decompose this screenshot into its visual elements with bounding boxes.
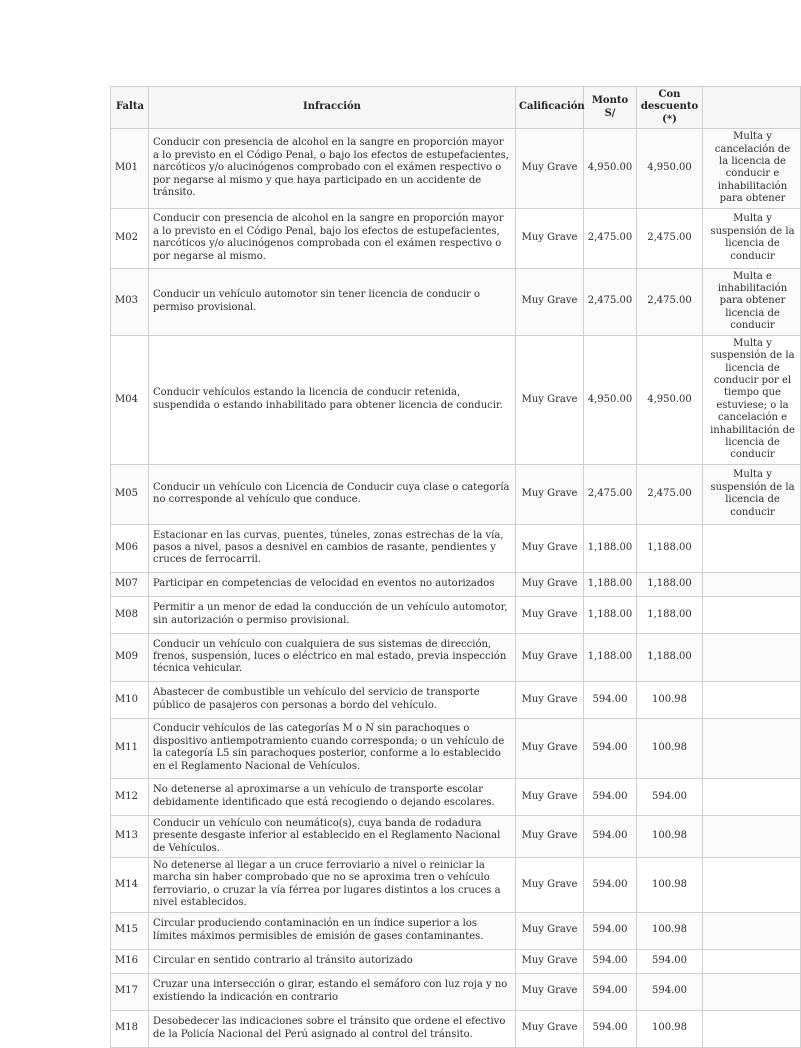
falta-code: M01: [111, 129, 149, 208]
descuento-value: 1,188.00: [637, 596, 703, 633]
consecuencia-text: [703, 912, 801, 949]
calificacion-value: Muy Grave: [516, 912, 584, 949]
monto-value: 594.00: [584, 778, 637, 815]
calificacion-value: Muy Grave: [516, 524, 584, 572]
table-row: [111, 464, 801, 524]
monto-value: 594.00: [584, 681, 637, 718]
descuento-value: 4,950.00: [637, 129, 703, 208]
descuento-value: 2,475.00: [637, 268, 703, 335]
table-row: [111, 524, 801, 572]
consecuencia-text: Multa e inhabilitación para obtener licencia de conducir: [703, 268, 801, 335]
infraccion-text: Conducir con presencia de alcohol en la sangre en proporción mayor a lo previsto en el Código Penal, o bajo los efectos de estupefacientes, narcóticos y/o alucinógenos comprobado con el exámen respectivo o por negarse al mismo y que haya participado en un accidente de tránsito.: [149, 129, 516, 208]
falta-code: M07: [111, 572, 149, 596]
monto-value: 2,475.00: [584, 208, 637, 268]
calificacion-value: Muy Grave: [516, 208, 584, 268]
table-row: [111, 572, 801, 596]
calificacion-value: Muy Grave: [516, 335, 584, 464]
table-row: [111, 778, 801, 815]
table-row: [111, 1010, 801, 1047]
table-row: [111, 718, 801, 778]
table-row: [111, 973, 801, 1010]
infraccion-text: No detenerse al aproximarse a un vehículo de transporte escolar debidamente identificado que está recogiendo o dejando escolares.: [149, 778, 516, 815]
monto-value: 2,475.00: [584, 464, 637, 524]
table-header-row: [111, 87, 801, 129]
consecuencia-text: [703, 681, 801, 718]
monto-value: 2,475.00: [584, 268, 637, 335]
consecuencia-text: [703, 596, 801, 633]
infraccion-text: Cruzar una intersección o girar, estando el semáforo con luz roja y no existiendo la indicación en contrario: [149, 973, 516, 1010]
falta-code: M09: [111, 633, 149, 681]
falta-code: M17: [111, 973, 149, 1010]
monto-value: 594.00: [584, 718, 637, 778]
calificacion-value: Muy Grave: [516, 681, 584, 718]
consecuencia-text: [703, 949, 801, 973]
header-monto: Monto S/: [584, 87, 637, 129]
consecuencia-text: Multa y suspensión de la licencia de conducir: [703, 464, 801, 524]
consecuencia-text: [703, 572, 801, 596]
infraccion-text: Conducir un vehículo con neumático(s), cuya banda de rodadura presente desgaste inferior al establecido en el Reglamento Nacional de Vehículos.: [149, 815, 516, 857]
infraccion-text: Conducir un vehículo con Licencia de Conducir cuya clase o categoría no corresponde al vehículo que conduce.: [149, 464, 516, 524]
falta-code: M05: [111, 464, 149, 524]
infraccion-text: Conducir vehículos de las categorías M o N sin parachoques o dispositivo antiempotramiento cuando corresponda; o un vehículo de la categoría L5 sin parachoques posterior, conforme a lo establecido en el Reglamento Nacional de Vehículos.: [149, 718, 516, 778]
table-row: [111, 335, 801, 464]
table-row: [111, 633, 801, 681]
infraccion-text: Conducir un vehículo automotor sin tener licencia de conducir o permiso provisional.: [149, 268, 516, 335]
descuento-value: 100.98: [637, 815, 703, 857]
monto-value: 1,188.00: [584, 633, 637, 681]
consecuencia-text: [703, 633, 801, 681]
descuento-value: 1,188.00: [637, 524, 703, 572]
monto-value: 594.00: [584, 815, 637, 857]
calificacion-value: Muy Grave: [516, 973, 584, 1010]
calificacion-value: Muy Grave: [516, 596, 584, 633]
descuento-value: 100.98: [637, 681, 703, 718]
table-row: [111, 681, 801, 718]
table-row: [111, 949, 801, 973]
consecuencia-text: [703, 973, 801, 1010]
infraccion-text: No detenerse al llegar a un cruce ferroviario a nivel o reiniciar la marcha sin haber comprobado que no se aproxima tren o vehículo ferroviario, o cruzar la vía férrea por lugares distintos a los cruces a nivel establecidos.: [149, 857, 516, 912]
calificacion-value: Muy Grave: [516, 949, 584, 973]
header-consecuencia: [703, 87, 801, 129]
table-row: [111, 857, 801, 912]
falta-code: M14: [111, 857, 149, 912]
consecuencia-text: [703, 524, 801, 572]
infraccion-text: Circular produciendo contaminación en un índice superior a los límites máximos permisibles de emisión de gases contaminantes.: [149, 912, 516, 949]
falta-code: M04: [111, 335, 149, 464]
infractions-table: [110, 86, 801, 1048]
calificacion-value: Muy Grave: [516, 1010, 584, 1047]
descuento-value: 2,475.00: [637, 208, 703, 268]
infraccion-text: Circular en sentido contrario al tránsito autorizado: [149, 949, 516, 973]
table-row: [111, 596, 801, 633]
descuento-value: 2,475.00: [637, 464, 703, 524]
calificacion-value: Muy Grave: [516, 778, 584, 815]
falta-code: M12: [111, 778, 149, 815]
falta-code: M15: [111, 912, 149, 949]
table-row: [111, 208, 801, 268]
infraccion-text: Estacionar en las curvas, puentes, túneles, zonas estrechas de la vía, pasos a nivel, pasos a desnivel en cambios de rasante, pendientes y cruces de ferrocarril.: [149, 524, 516, 572]
falta-code: M11: [111, 718, 149, 778]
falta-code: M16: [111, 949, 149, 973]
calificacion-value: Muy Grave: [516, 464, 584, 524]
descuento-value: 594.00: [637, 949, 703, 973]
monto-value: 4,950.00: [584, 129, 637, 208]
monto-value: 594.00: [584, 949, 637, 973]
infraccion-text: Abastecer de combustible un vehículo del servicio de transporte público de pasajeros con personas a bordo del vehículo.: [149, 681, 516, 718]
consecuencia-text: [703, 815, 801, 857]
header-descuento-line1: Con: [658, 89, 681, 100]
descuento-value: 594.00: [637, 973, 703, 1010]
falta-code: M08: [111, 596, 149, 633]
calificacion-value: Muy Grave: [516, 815, 584, 857]
descuento-value: 1,188.00: [637, 633, 703, 681]
descuento-value: 4,950.00: [637, 335, 703, 464]
monto-value: 594.00: [584, 1010, 637, 1047]
falta-code: M10: [111, 681, 149, 718]
descuento-value: 100.98: [637, 857, 703, 912]
header-descuento-line3: (*): [662, 113, 677, 125]
monto-value: 594.00: [584, 857, 637, 912]
falta-code: M03: [111, 268, 149, 335]
infraccion-text: Conducir con presencia de alcohol en la sangre en proporción mayor a lo previsto en el Código Penal, bajo los efectos de estupefacientes, narcóticos y/o alucinógenos comprobada con el exámen respectivo o por negarse al mismo.: [149, 208, 516, 268]
infraccion-text: Permitir a un menor de edad la conducción de un vehículo automotor, sin autorización o permiso provisional.: [149, 596, 516, 633]
table-row: [111, 268, 801, 335]
descuento-value: 100.98: [637, 912, 703, 949]
consecuencia-text: [703, 778, 801, 815]
table-body: [111, 129, 801, 1047]
table-row: [111, 912, 801, 949]
consecuencia-text: [703, 857, 801, 912]
calificacion-value: Muy Grave: [516, 857, 584, 912]
header-descuento: [637, 87, 703, 129]
descuento-value: 594.00: [637, 778, 703, 815]
consecuencia-text: Multa y suspensión de la licencia de conducir: [703, 208, 801, 268]
monto-value: 594.00: [584, 973, 637, 1010]
falta-code: M06: [111, 524, 149, 572]
consecuencia-text: Multa y cancelación de la licencia de conducir e inhabilitación para obtener: [703, 129, 801, 208]
table-row: [111, 129, 801, 208]
monto-value: 1,188.00: [584, 596, 637, 633]
falta-code: M18: [111, 1010, 149, 1047]
consecuencia-text: [703, 1010, 801, 1047]
infraccion-text: Conducir vehículos estando la licencia de conducir retenida, suspendida o estando inhabilitado para obtener licencia de conducir.: [149, 335, 516, 464]
calificacion-value: Muy Grave: [516, 268, 584, 335]
consecuencia-text: Multa y suspensión de la licencia de conducir por el tiempo que estuviese; o la cancelación e inhabilitación de licencia de conducir: [703, 335, 801, 464]
header-calificacion: Calificación: [516, 87, 584, 129]
header-descuento-line2: descuento: [640, 101, 699, 113]
consecuencia-text: [703, 718, 801, 778]
infraccion-text: Participar en competencias de velocidad en eventos no autorizados: [149, 572, 516, 596]
infraccion-text: Desobedecer las indicaciones sobre el tránsito que ordene el efectivo de la Policía Nacional del Perú asignado al control del tránsito.: [149, 1010, 516, 1047]
falta-code: M02: [111, 208, 149, 268]
monto-value: 1,188.00: [584, 572, 637, 596]
calificacion-value: Muy Grave: [516, 718, 584, 778]
monto-value: 4,950.00: [584, 335, 637, 464]
monto-value: 594.00: [584, 912, 637, 949]
descuento-value: 100.98: [637, 718, 703, 778]
header-infraccion: Infracción: [149, 87, 516, 129]
descuento-value: 1,188.00: [637, 572, 703, 596]
calificacion-value: Muy Grave: [516, 633, 584, 681]
table-row: [111, 815, 801, 857]
falta-code: M13: [111, 815, 149, 857]
calificacion-value: Muy Grave: [516, 572, 584, 596]
header-falta: Falta: [111, 87, 149, 129]
calificacion-value: Muy Grave: [516, 129, 584, 208]
infraccion-text: Conducir un vehículo con cualquiera de sus sistemas de dirección, frenos, suspensión, luces o eléctrico en mal estado, previa inspección técnica vehicular.: [149, 633, 516, 681]
descuento-value: 100.98: [637, 1010, 703, 1047]
monto-value: 1,188.00: [584, 524, 637, 572]
